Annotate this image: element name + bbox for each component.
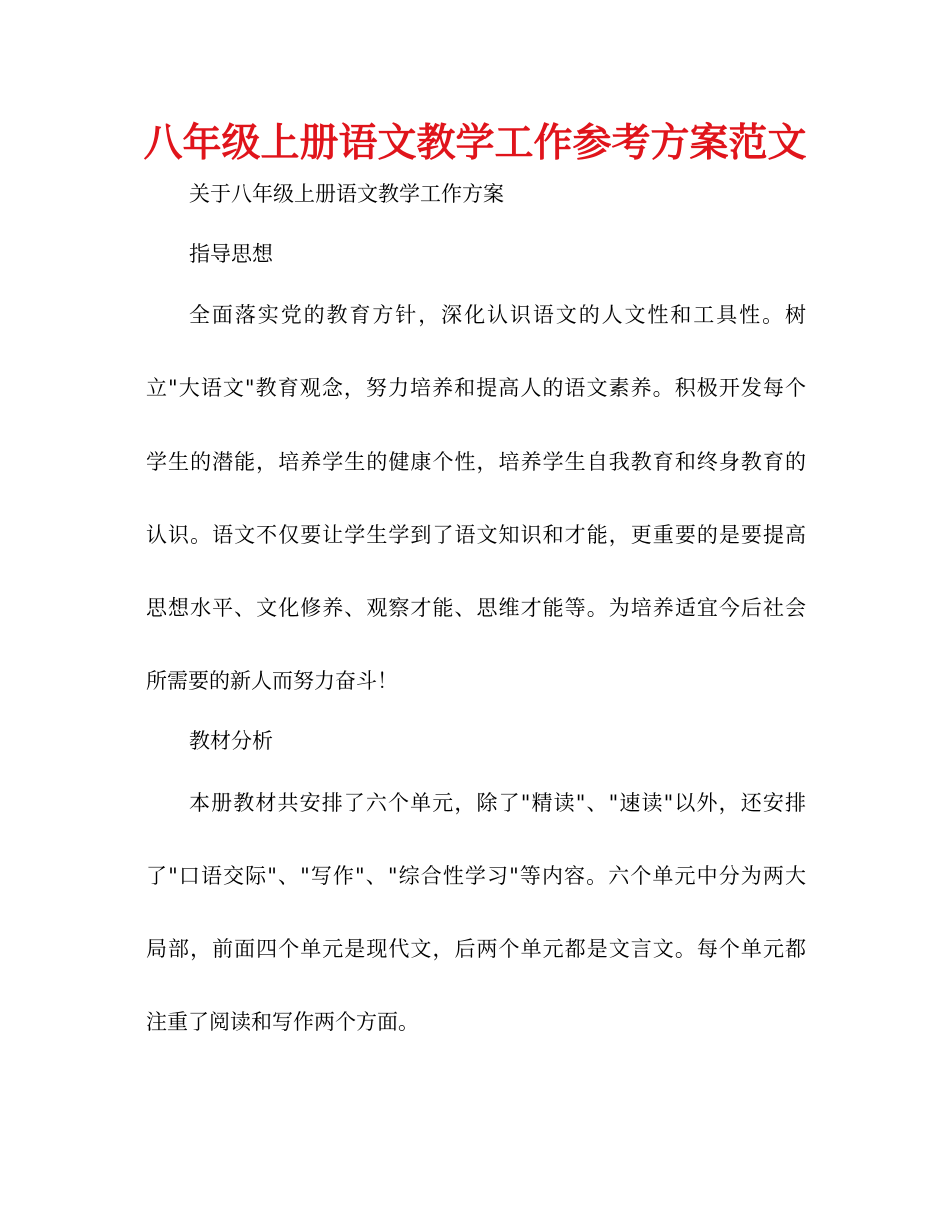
paragraph-line: 局部，前面四个单元是现代文，后两个单元都是文言文。每个单元都 (146, 937, 806, 961)
paragraph-line: 本册教材共安排了六个单元，除了"精读"、"速读"以外，还安排 (189, 791, 806, 815)
section-heading-textbook-analysis: 教材分析 (189, 729, 273, 753)
paragraph-line: 学生的潜能，培养学生的健康个性，培养学生自我教育和终身教育的 (146, 450, 806, 474)
document-title: 八年级上册语文教学工作参考方案范文 (143, 121, 807, 166)
paragraph-line: 所需要的新人而努力奋斗！ (146, 669, 398, 693)
document-subtitle: 关于八年级上册语文教学工作方案 (189, 182, 504, 206)
paragraph-line: 认识。语文不仅要让学生学到了语文知识和才能，更重要的是要提高 (146, 523, 806, 547)
paragraph-line: 了"口语交际"、"写作"、"综合性学习"等内容。六个单元中分为两大 (146, 864, 806, 888)
paragraph-line: 全面落实党的教育方针，深化认识语文的人文性和工具性。树 (189, 303, 806, 327)
section-heading-guiding-ideology: 指导思想 (189, 242, 273, 266)
paragraph-line: 思想水平、文化修养、观察才能、思维才能等。为培养适宜今后社会 (146, 596, 806, 620)
paragraph-line: 立"大语文"教育观念，努力培养和提高人的语文素养。积极开发每个 (146, 376, 806, 400)
paragraph-line: 注重了阅读和写作两个方面。 (146, 1010, 419, 1034)
